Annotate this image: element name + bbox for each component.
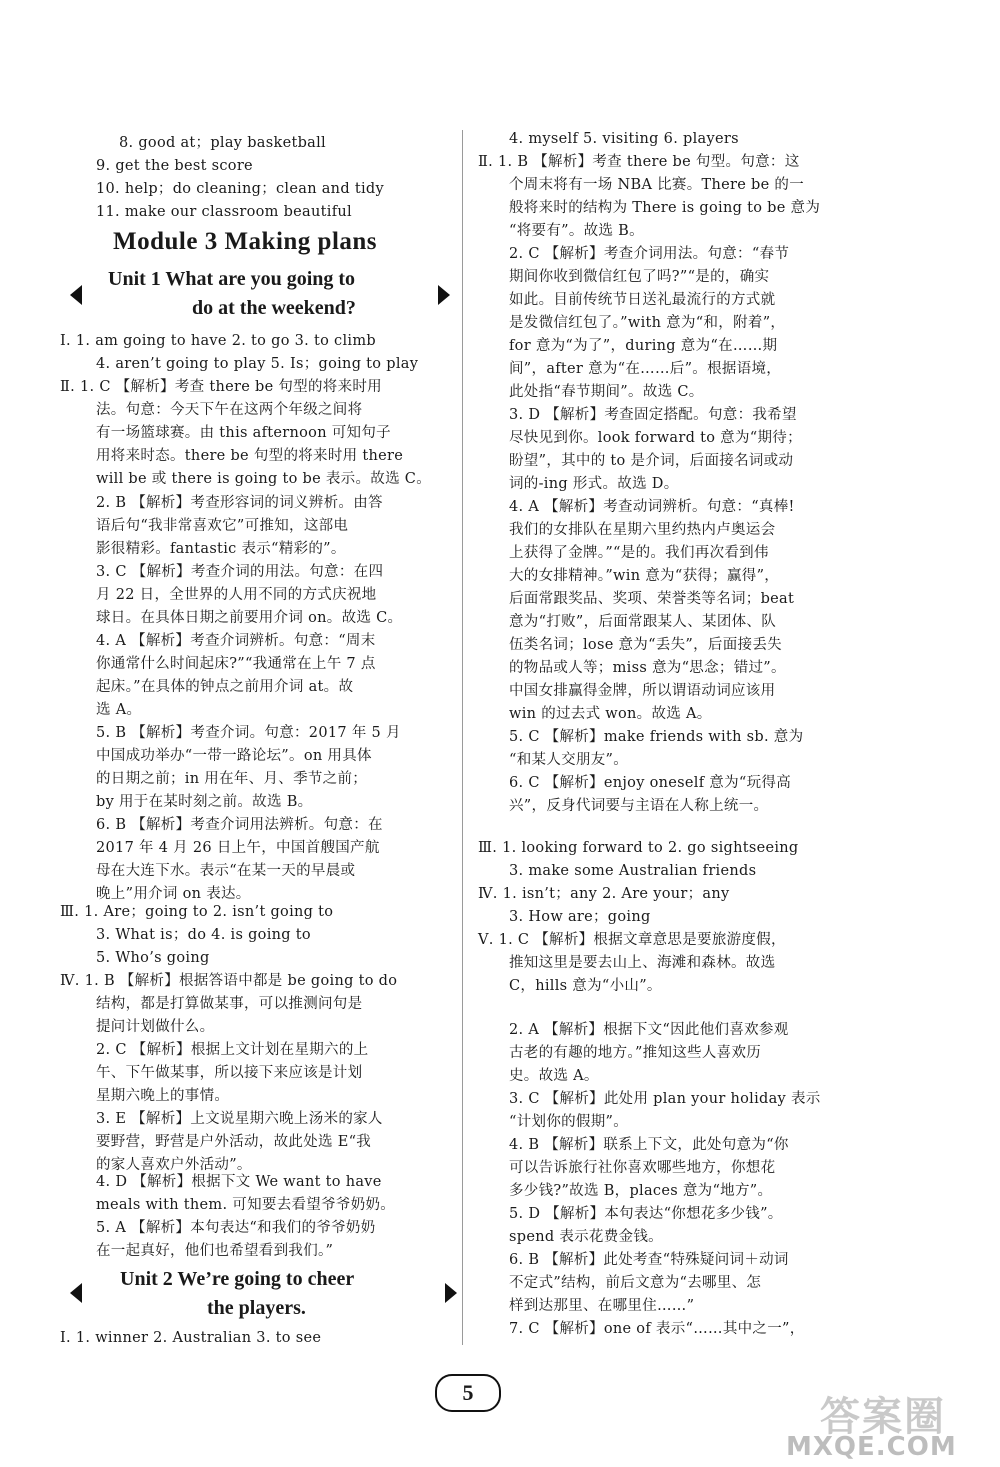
right-arrow-icon (438, 285, 450, 305)
unit2-heading-line2: the players. (207, 1297, 306, 1319)
answer-line: 的家人喜欢户外活动”。 (96, 1157, 252, 1173)
answer-line: 用将来时态。there be 句型的将来时用 there (96, 448, 404, 464)
answer-line: 3. make some Australian friends (509, 863, 757, 879)
answer-line: 4. myself 5. visiting 6. players (509, 131, 739, 147)
answer-line: Ⅳ. 1. isn’t；any 2. Are your；any (478, 886, 730, 902)
answer-line: Ⅰ. 1. am going to have 2. to go 3. to climb (60, 333, 376, 349)
answer-line: 中国成功举办“一带一路论坛”。on 用具体 (96, 748, 372, 764)
answer-line: meals with them. 可知要去看望爷爷奶奶。 (96, 1197, 396, 1213)
page-number: 5 (435, 1374, 501, 1412)
answer-line: 7. C 【解析】one of 表示“……其中之一”， (509, 1321, 805, 1337)
answer-line: 球日。在具体日期之前要用介词 on。故选 C。 (96, 610, 403, 626)
unit2-heading-line1: Unit 2 We’re going to cheer (120, 1268, 355, 1290)
answer-line: 间”，after 意为“在……后”。根据语境， (509, 361, 782, 377)
answer-line: 尽快见到你。look forward to 意为“期待； (509, 430, 802, 446)
answer-line: Ⅰ. 1. winner 2. Australian 3. to see (60, 1330, 322, 1346)
answer-line: 个周末将有一场 NBA 比赛。There be 的一 (509, 177, 805, 193)
answer-line: 大的女排精神。”win 意为“获得；赢得”， (509, 568, 780, 584)
answer-line: 5. A 【解析】本句表达“和我们的爷爷奶奶 (96, 1220, 376, 1236)
answer-line: 影很精彩。fantastic 表示“精彩的”。 (96, 541, 346, 557)
answer-line: 的日期之前；in 用在年、月、季节之前； (96, 771, 368, 787)
answer-line: 在一起真好，他们也希望看到我们。” (96, 1243, 334, 1259)
answer-line: 伍类名词；lose 意为“丢失”，后面接丢失 (509, 637, 782, 653)
answer-line: C，hills 意为“小山”。 (509, 978, 662, 994)
answer-line: 史。故选 A。 (509, 1068, 599, 1084)
watermark-logo: 答案圈 (820, 1394, 946, 1440)
answer-line: 6. C 【解析】enjoy oneself 意为“玩得高 (509, 775, 791, 791)
answer-line: 提问计划做什么。 (96, 1019, 215, 1035)
answer-line: Ⅱ. 1. C 【解析】考查 there be 句型的将来时用 (60, 379, 382, 395)
answer-line: 要野营，野营是户外活动，故此处选 E“我 (96, 1134, 372, 1150)
answer-line: by 用于在某时刻之前。故选 B。 (96, 794, 313, 810)
answer-line: 古老的有趣的地方。”推知这些人喜欢历 (509, 1045, 762, 1061)
answer-line: win 的过去式 won。故选 A。 (509, 706, 712, 722)
answer-line: 9. get the best score (96, 158, 253, 174)
answer-line: 盼望”，其中的 to 是介词，后面接名词或动 (509, 453, 794, 469)
answer-line: 3. C 【解析】此处用 plan your holiday 表示 (509, 1091, 821, 1107)
answer-line: spend 表示花费金钱。 (509, 1229, 663, 1245)
answer-line: 多少钱?”故选 B，places 意为“地方”。 (509, 1183, 773, 1199)
answer-line: 5. B 【解析】考查介词。句意：2017 年 5 月 (96, 725, 401, 741)
answer-line: 起床。”在具体的钟点之前用介词 at。故 (96, 679, 354, 695)
answer-line: 4. B 【解析】联系上下文，此处句意为“你 (509, 1137, 789, 1153)
answer-line: 4. aren’t going to play 5. Is；going to play (96, 356, 419, 372)
answer-line: 你通常什么时间起床?”“我通常在上午 7 点 (96, 656, 376, 672)
answer-line: 2. C 【解析】根据上文计划在星期六的上 (96, 1042, 369, 1058)
answer-line: 兴”，反身代词要与主语在人称上统一。 (509, 798, 769, 814)
answer-line: 4. D 【解析】根据下文 We want to have (96, 1174, 382, 1190)
answer-line: 5. Who’s going (96, 950, 210, 966)
answer-line: 有一场篮球赛。由 this afternoon 可知句子 (96, 425, 391, 441)
left-arrow-icon (70, 1283, 82, 1303)
answer-line: 5. C 【解析】make friends with sb. 意为 (509, 729, 804, 745)
answer-line: 母在大连下水。表示“在某一天的早晨或 (96, 863, 356, 879)
left-arrow-icon (70, 285, 82, 305)
answer-line: 是发微信红包了。”with 意为“和，附着”， (509, 315, 786, 331)
answer-line: 上获得了金牌。”“是的。我们再次看到伟 (509, 545, 769, 561)
column-divider (462, 130, 463, 1345)
answer-line: Ⅴ. 1. C 【解析】根据文章意思是要旅游度假， (478, 932, 786, 948)
answer-line: 6. B 【解析】考查介词用法辨析。句意：在 (96, 817, 383, 833)
answer-line: 2017 年 4 月 26 日上午，中国首艘国产航 (96, 840, 380, 856)
answer-line: 3. What is；do 4. is going to (96, 927, 311, 943)
answer-line: 我们的女排队在星期六里约热内卢奥运会 (509, 522, 776, 538)
answer-line: 5. D 【解析】本句表达“你想花多少钱”。 (509, 1206, 783, 1222)
answer-line: 词的-ing 形式。故选 D。 (509, 476, 679, 492)
answer-line: 3. How are；going (509, 909, 651, 925)
answer-line: 的物品或人等；miss 意为“思念；错过”。 (509, 660, 786, 676)
unit1-heading-line2: do at the weekend? (192, 297, 356, 319)
answer-line: 中国女排赢得金牌，所以谓语动词应该用 (509, 683, 776, 699)
answer-line: will be 或 there is going to be 表示。故选 C。 (96, 471, 431, 487)
answer-line: 晚上”用介词 on 表达。 (96, 886, 251, 902)
answer-line: 2. A 【解析】根据下文“因此他们喜欢参观 (509, 1022, 789, 1038)
answer-line: “和某人交朋友”。 (509, 752, 629, 768)
answer-line: 样到达那里、在哪里住……” (509, 1298, 695, 1314)
answer-line: 期间你收到微信红包了吗?”“是的，确实 (509, 269, 770, 285)
answer-line: 6. B 【解析】此处考查“特殊疑问词＋动词 (509, 1252, 789, 1268)
answer-line: 不定式”结构，前后文意为“去哪里、怎 (509, 1275, 762, 1291)
answer-line: 4. A 【解析】考查介词辨析。句意：“周末 (96, 633, 376, 649)
answer-line: 般将来时的结构为 There is going to be 意为 (509, 200, 821, 216)
answer-line: “将要有”。故选 B。 (509, 223, 644, 239)
module-title: Module 3 Making plans (113, 228, 378, 255)
answer-line: 4. A 【解析】考查动词辨析。句意：“真棒! (509, 499, 795, 515)
answer-line: 午、下午做某事，所以接下来应该是计划 (96, 1065, 363, 1081)
answer-line: 3. E 【解析】上文说星期六晚上汤米的家人 (96, 1111, 383, 1127)
answer-line: for 意为“为了”，during 意为“在……期 (509, 338, 778, 354)
answer-line: 法。句意：今天下午在这两个年级之间将 (96, 402, 363, 418)
answer-line: 语后句“我非常喜欢它”可推知，这部电 (96, 518, 349, 534)
unit1-heading-line1: Unit 1 What are you going to (108, 268, 356, 290)
answer-line: Ⅳ. 1. B 【解析】根据答语中都是 be going to do (60, 973, 398, 989)
answer-line: 2. B 【解析】考查形容词的词义辨析。由答 (96, 495, 383, 511)
answer-line: “计划你的假期”。 (509, 1114, 629, 1130)
answer-line: 8. good at；play basketball (119, 135, 326, 151)
right-arrow-icon (445, 1283, 457, 1303)
answer-line: 此处指“春节期间”。故选 C。 (509, 384, 704, 400)
answer-line: 10. help；do cleaning；clean and tidy (96, 181, 384, 197)
answer-line: Ⅱ. 1. B 【解析】考查 there be 句型。句意：这 (478, 154, 800, 170)
answer-line: 月 22 日，全世界的人用不同的方式庆祝地 (96, 587, 377, 603)
answer-line: Ⅲ. 1. Are；going to 2. isn’t going to (60, 904, 334, 920)
answer-line: 11. make our classroom beautiful (96, 204, 352, 220)
answer-line: 星期六晚上的事情。 (96, 1088, 230, 1104)
watermark-url: MXQE.COM (786, 1432, 957, 1462)
answer-line: 3. D 【解析】考查固定搭配。句意：我希望 (509, 407, 797, 423)
answer-line: 选 A。 (96, 702, 142, 718)
answer-line: 结构，都是打算做某事，可以推测问句是 (96, 996, 363, 1012)
answer-line: 推知这里是要去山上、海滩和森林。故选 (509, 955, 776, 971)
answer-line: 如此。目前传统节日送礼最流行的方式就 (509, 292, 776, 308)
answer-line: 2. C 【解析】考查介词用法。句意：“春节 (509, 246, 790, 262)
answer-line: 后面常跟奖品、奖项、荣誉类等名词；beat (509, 591, 795, 607)
answer-line: 可以告诉旅行社你喜欢哪些地方，你想花 (509, 1160, 776, 1176)
answer-line: 意为“打败”，后面常跟某人、某团体、队 (509, 614, 777, 630)
answer-line: 3. C 【解析】考查介词的用法。句意：在四 (96, 564, 384, 580)
answer-line: Ⅲ. 1. looking forward to 2. go sightseeing (478, 840, 799, 856)
